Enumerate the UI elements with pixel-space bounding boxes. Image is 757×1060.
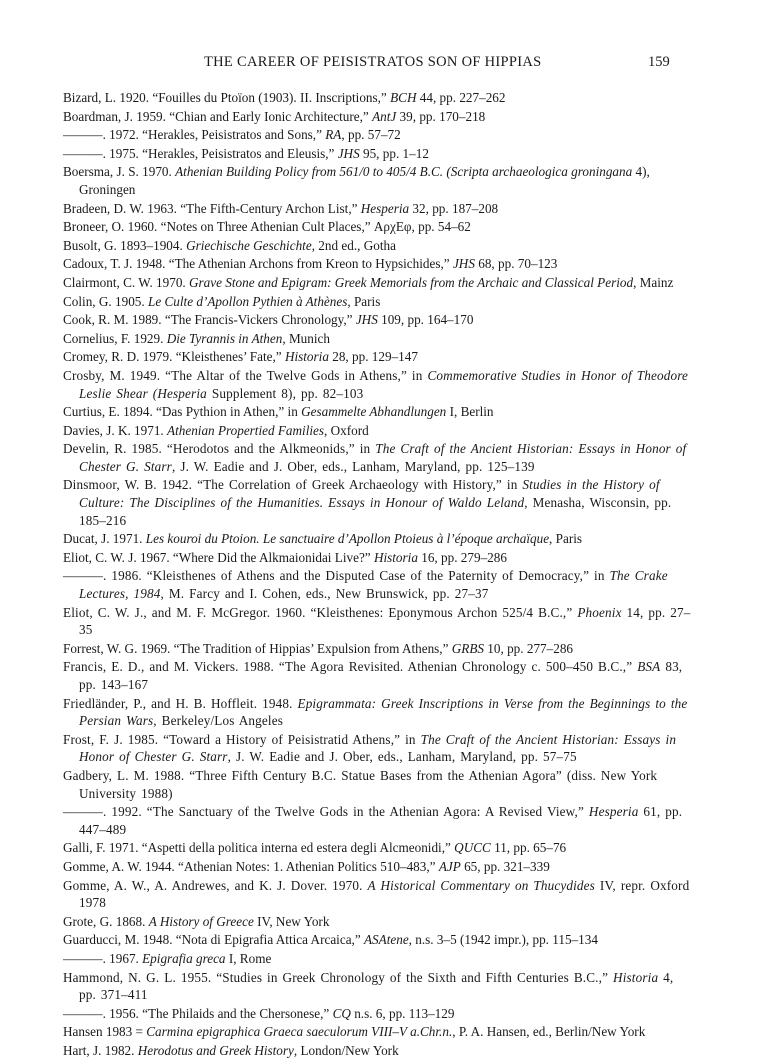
entry-title-italic: Athenian Building Policy from 561/0 to 405/4 B.C. (Scripta archaeologica groningana (175, 164, 633, 180)
entry-title-italic: Herodotus and Greek History (137, 1042, 294, 1058)
entry-text: 10, pp. 277–286 (484, 640, 574, 656)
entry-title-italic: Commemorative Studies in Honor of Theodore Leslie Shear (Hesperia (79, 367, 689, 401)
entry-text: , Menasha, Wisconsin, pp. 185–216 (79, 495, 672, 528)
bibliography-entry (63, 803, 695, 838)
bibliography-entry (63, 348, 695, 366)
bibliography-entry (63, 695, 695, 730)
bibliography-entry (63, 950, 695, 968)
entry-title-italic: Gesammelte Abhandlungen (301, 404, 447, 420)
entry-text: , Munich (282, 330, 330, 346)
entry-text: , 2nd ed., Gotha (311, 237, 396, 253)
bibliography-entry (63, 330, 695, 348)
entry-text: ———. 1975. “Herakles, Peisistratos and Eleusis,” (63, 145, 338, 161)
bibliography-list (63, 89, 695, 1060)
bibliography-entry (63, 237, 695, 255)
entry-text: Broneer, O. 1960. “Notes on Three Athenian Cult Places,” ΑρχΕφ, pp. 54–62 (63, 219, 471, 235)
entry-text: Boardman, J. 1959. “Chian and Early Ionic Architecture,” (63, 108, 373, 124)
bibliography-entry (63, 1042, 695, 1060)
entry-title-italic: Athenian Propertied Families (167, 422, 325, 438)
entry-text: Eliot, C. W. J. 1967. “Where Did the Alkmaionidai Live?” (63, 549, 374, 565)
bibliography-entry (63, 440, 695, 475)
bibliography-entry (63, 200, 695, 218)
page-header (0, 54, 757, 74)
entry-text: , Oxford (324, 422, 369, 438)
entry-text: Guarducci, M. 1948. “Nota di Epigrafia Attica Arcaica,” (63, 932, 364, 948)
entry-title-italic: Hesperia (588, 804, 639, 820)
entry-title-italic: The Craft of the Ancient Historian: Essays in Honor of Chester G. Starr (79, 731, 677, 765)
entry-text: ———. 1967. (63, 950, 143, 966)
entry-text: Cook, R. M. 1989. “The Francis-Vickers Chronology,” (63, 312, 356, 328)
bibliography-entry (63, 640, 695, 658)
entry-text: , n.s. 3–5 (1942 impr.), pp. 115–134 (408, 932, 598, 948)
entry-title-italic: Hesperia (360, 200, 410, 216)
bibliography-entry (63, 311, 695, 329)
entry-text: Hammond, N. G. L. 1955. “Studies in Greek Chronology of the Sixth and Fifth Centuries B.C.,” (63, 969, 614, 985)
bibliography-entry (63, 422, 695, 440)
bibliography-entry (63, 1005, 695, 1023)
entry-text: Galli, F. 1971. “Aspetti della politica interna ed estera degli Alcmeonidi,” (63, 840, 455, 856)
entry-text: , P. A. Hansen, ed., Berlin/New York (452, 1024, 646, 1040)
entry-text: 95, pp. 1–12 (359, 145, 429, 161)
bibliography-entry (63, 969, 695, 1004)
entry-text: , Berkeley/Los Angeles (153, 713, 283, 729)
running-title: THE CAREER OF PEISISTRATOS SON OF HIPPIAS (204, 54, 542, 70)
entry-text: 44, pp. 227–262 (416, 90, 506, 105)
entry-text: ———. 1992. “The Sanctuary of the Twelve Gods in the Athenian Agora: A Revised View,” (63, 804, 589, 820)
entry-text: 28, pp. 129–147 (328, 349, 418, 365)
bibliography-entry (63, 530, 695, 548)
entry-text: IV, New York (253, 913, 330, 929)
bibliography-entry (63, 658, 695, 693)
entry-title-italic: Grave Stone and Epigram: Greek Memorials from the Archaic and Classical Period (189, 274, 634, 290)
entry-text: Colin, G. 1905. (63, 293, 148, 309)
bibliography-entry (63, 274, 695, 292)
entry-text: Cadoux, T. J. 1948. “The Athenian Archons from Kreon to Hypsichides,” (63, 256, 453, 272)
entry-title-italic: Historia (373, 549, 418, 565)
bibliography-entry (63, 731, 695, 766)
entry-text: Supplement 8), pp. 82–103 (206, 385, 364, 401)
entry-text: Busolt, G. 1893–1904. (63, 237, 187, 253)
bibliography-entry (63, 604, 695, 639)
bibliography-entry (63, 767, 695, 802)
entry-title-italic: Epigrammata: Greek Inscriptions in Verse from the Beginnings to the Persian Wars (79, 695, 688, 729)
entry-title-italic: A Historical Commentary on Thucydides (367, 877, 595, 893)
entry-text: Bradeen, D. W. 1963. “The Fifth-Century Archon List,” (63, 200, 361, 216)
entry-text: Forrest, W. G. 1969. “The Tradition of Hippias’ Expulsion from Athens,” (63, 640, 452, 656)
entry-text: ———. 1986. “Kleisthenes of Athens and the Disputed Case of the Paternity of Democracy,” in (63, 568, 610, 584)
entry-text: 65, pp. 321–339 (460, 858, 550, 874)
entry-text: Davies, J. K. 1971. (63, 422, 168, 438)
entry-text: n.s. 6, pp. 113–129 (350, 1005, 455, 1021)
entry-title-italic: QUCC (454, 840, 491, 856)
bibliography-entry (63, 476, 695, 529)
bibliography-entry (63, 403, 695, 421)
bibliography-entry (63, 367, 695, 402)
entry-text: , London/New York (293, 1042, 399, 1058)
entry-text: , J. W. Eadie and J. Ober, eds., Lanham, Maryland, pp. 125–139 (171, 458, 535, 474)
entry-text: , pp. 57–72 (341, 127, 401, 143)
entry-text: 83, pp. 143–167 (79, 659, 683, 692)
entry-text: 61, pp. 447–489 (79, 804, 683, 837)
entry-text: Cornelius, F. 1929. (63, 330, 167, 346)
entry-title-italic: BCH (390, 90, 417, 105)
entry-title-italic: ASAtene (364, 932, 409, 948)
entry-text: 11, pp. 65–76 (490, 840, 567, 856)
entry-text: 68, pp. 70–123 (474, 256, 558, 272)
entry-title-italic: Historia (613, 969, 659, 985)
entry-text: Francis, E. D., and M. Vickers. 1988. “The Agora Revisited. Athenian Chronology c. 500–450 B.C.,” (63, 659, 638, 675)
entry-text: Develin, R. 1985. “Herodotos and the Alkmeonids,” in (63, 441, 376, 457)
bibliography-entry (63, 877, 695, 912)
entry-text: Ducat, J. 1971. (63, 531, 146, 547)
entry-text: Cromey, R. D. 1979. “Kleisthenes’ Fate,” (63, 349, 285, 365)
page-number: 159 (648, 54, 670, 70)
entry-text: 16, pp. 279–286 (417, 549, 507, 565)
bibliography-entry (63, 1023, 695, 1041)
entry-text: Crosby, M. 1949. “The Altar of the Twelve Gods in Athens,” in (63, 367, 428, 383)
entry-title-italic: Epigrafia greca (142, 950, 226, 966)
entry-title-italic: GRBS (451, 640, 484, 656)
entry-text: 32, pp. 187–208 (409, 200, 499, 216)
entry-title-italic: Les kouroi du Ptoion. Le sanctuaire d’Apollon Ptoieus à l’époque archaïque (145, 531, 550, 547)
entry-title-italic: BSA (637, 659, 661, 675)
bibliography-entry (63, 567, 695, 602)
entry-title-italic: AJP (438, 858, 461, 874)
bibliography-entry (63, 549, 695, 567)
entry-text: Eliot, C. W. J., and M. F. McGregor. 1960. “Kleisthenes: Eponymous Archon 525/4 B.C.,” (63, 604, 578, 620)
entry-text: Dinsmoor, W. B. 1942. “The Correlation of Greek Archaeology with History,” in (63, 477, 523, 493)
entry-text: 39, pp. 170–218 (396, 108, 486, 124)
entry-text: Gomme, A. W. 1944. “Athenian Notes: 1. Athenian Politics 510–483,” (63, 858, 439, 874)
bibliography-entry (63, 255, 695, 273)
bibliography-entry (63, 108, 695, 126)
entry-text: ———. 1956. “The Philaids and the Chersonese,” (63, 1005, 333, 1021)
entry-text: I, Rome (225, 950, 272, 966)
entry-text: , Paris (347, 293, 381, 309)
entry-title-italic: Griechische Geschichte (186, 237, 312, 253)
bibliography-entry (63, 218, 695, 236)
entry-text: Hart, J. 1982. (63, 1042, 138, 1058)
entry-title-italic: RA (325, 127, 342, 143)
entry-title-italic: JHS (452, 256, 475, 272)
entry-text: 109, pp. 164–170 (377, 312, 474, 328)
entry-title-italic: AntJ (372, 108, 397, 124)
bibliography-entry (63, 293, 695, 311)
bibliography-entry (63, 913, 695, 931)
entry-text: 4), Groningen (79, 164, 650, 197)
entry-text: Boersma, J. S. 1970. (63, 164, 176, 180)
entry-text: IV, repr. Oxford 1978 (79, 877, 690, 911)
entry-title-italic: Die Tyrannis in Athen (166, 330, 283, 346)
entry-text: Friedländer, P., and H. B. Hoffleit. 1948. (63, 695, 298, 711)
entry-text: 4, pp. 371–411 (79, 969, 674, 1003)
entry-text: Gomme, A. W., A. Andrewes, and K. J. Dover. 1970. (63, 877, 368, 893)
entry-title-italic: Historia (284, 349, 329, 365)
entry-text: Gadbery, L. M. 1988. “Three Fifth Century B.C. Statue Bases from the Athenian Agora” (diss. New York University 1988) (63, 767, 658, 801)
entry-title-italic: The Craft of the Ancient Historian: Essays in Honor of Chester G. Starr (79, 441, 687, 474)
bibliography-entry (63, 858, 695, 876)
entry-text: Frost, F. J. 1985. “Toward a History of Peisistratid Athens,” in (63, 731, 421, 747)
entry-text: , Paris (549, 531, 583, 547)
entry-title-italic: Le Culte d’Apollon Pythien à Athènes (148, 293, 348, 309)
entry-text: Bizard, L. 1920. “Fouilles du Ptoïon (1903). II. Inscriptions,” (63, 90, 391, 105)
entry-text: I, Berlin (446, 404, 494, 420)
bibliography-entry (63, 163, 695, 198)
entry-text: Clairmont, C. W. 1970. (63, 274, 190, 290)
bibliography-entry (63, 931, 695, 949)
entry-text: ———. 1972. “Herakles, Peisistratos and Sons,” (63, 127, 326, 143)
bibliography-entry (63, 126, 695, 144)
entry-text: Curtius, E. 1894. “Das Pythion in Athen,” in (63, 404, 302, 420)
entry-title-italic: A History of Greece (148, 913, 254, 929)
entry-title-italic: JHS (355, 312, 378, 328)
entry-title-italic: The Crake Lectures, 1984 (79, 568, 668, 602)
entry-text: Hansen 1983 = (63, 1024, 147, 1040)
entry-title-italic: JHS (337, 145, 360, 161)
bibliography-entry (63, 839, 695, 857)
entry-title-italic: Studies in the History of Culture: The Disciplines of the Humanities. Essays in Honour of Waldo Leland (79, 477, 660, 511)
bibliography-entry (63, 89, 695, 107)
entry-text: , Mainz (633, 274, 674, 290)
entry-text: Grote, G. 1868. (63, 913, 149, 929)
entry-title-italic: Carmina epigraphica Graeca saeculorum VIII–V a.Chr.n. (146, 1024, 453, 1040)
entry-title-italic: CQ (332, 1005, 351, 1021)
bibliography-entry (63, 145, 695, 163)
entry-text: , M. Farcy and I. Cohen, eds., New Brunswick, pp. 27–37 (160, 586, 489, 602)
entry-text: 14, pp. 27–35 (79, 604, 691, 638)
entry-title-italic: Phoenix (577, 604, 622, 620)
entry-text: , J. W. Eadie and J. Ober, eds., Lanham, Maryland, pp. 57–75 (227, 749, 577, 765)
